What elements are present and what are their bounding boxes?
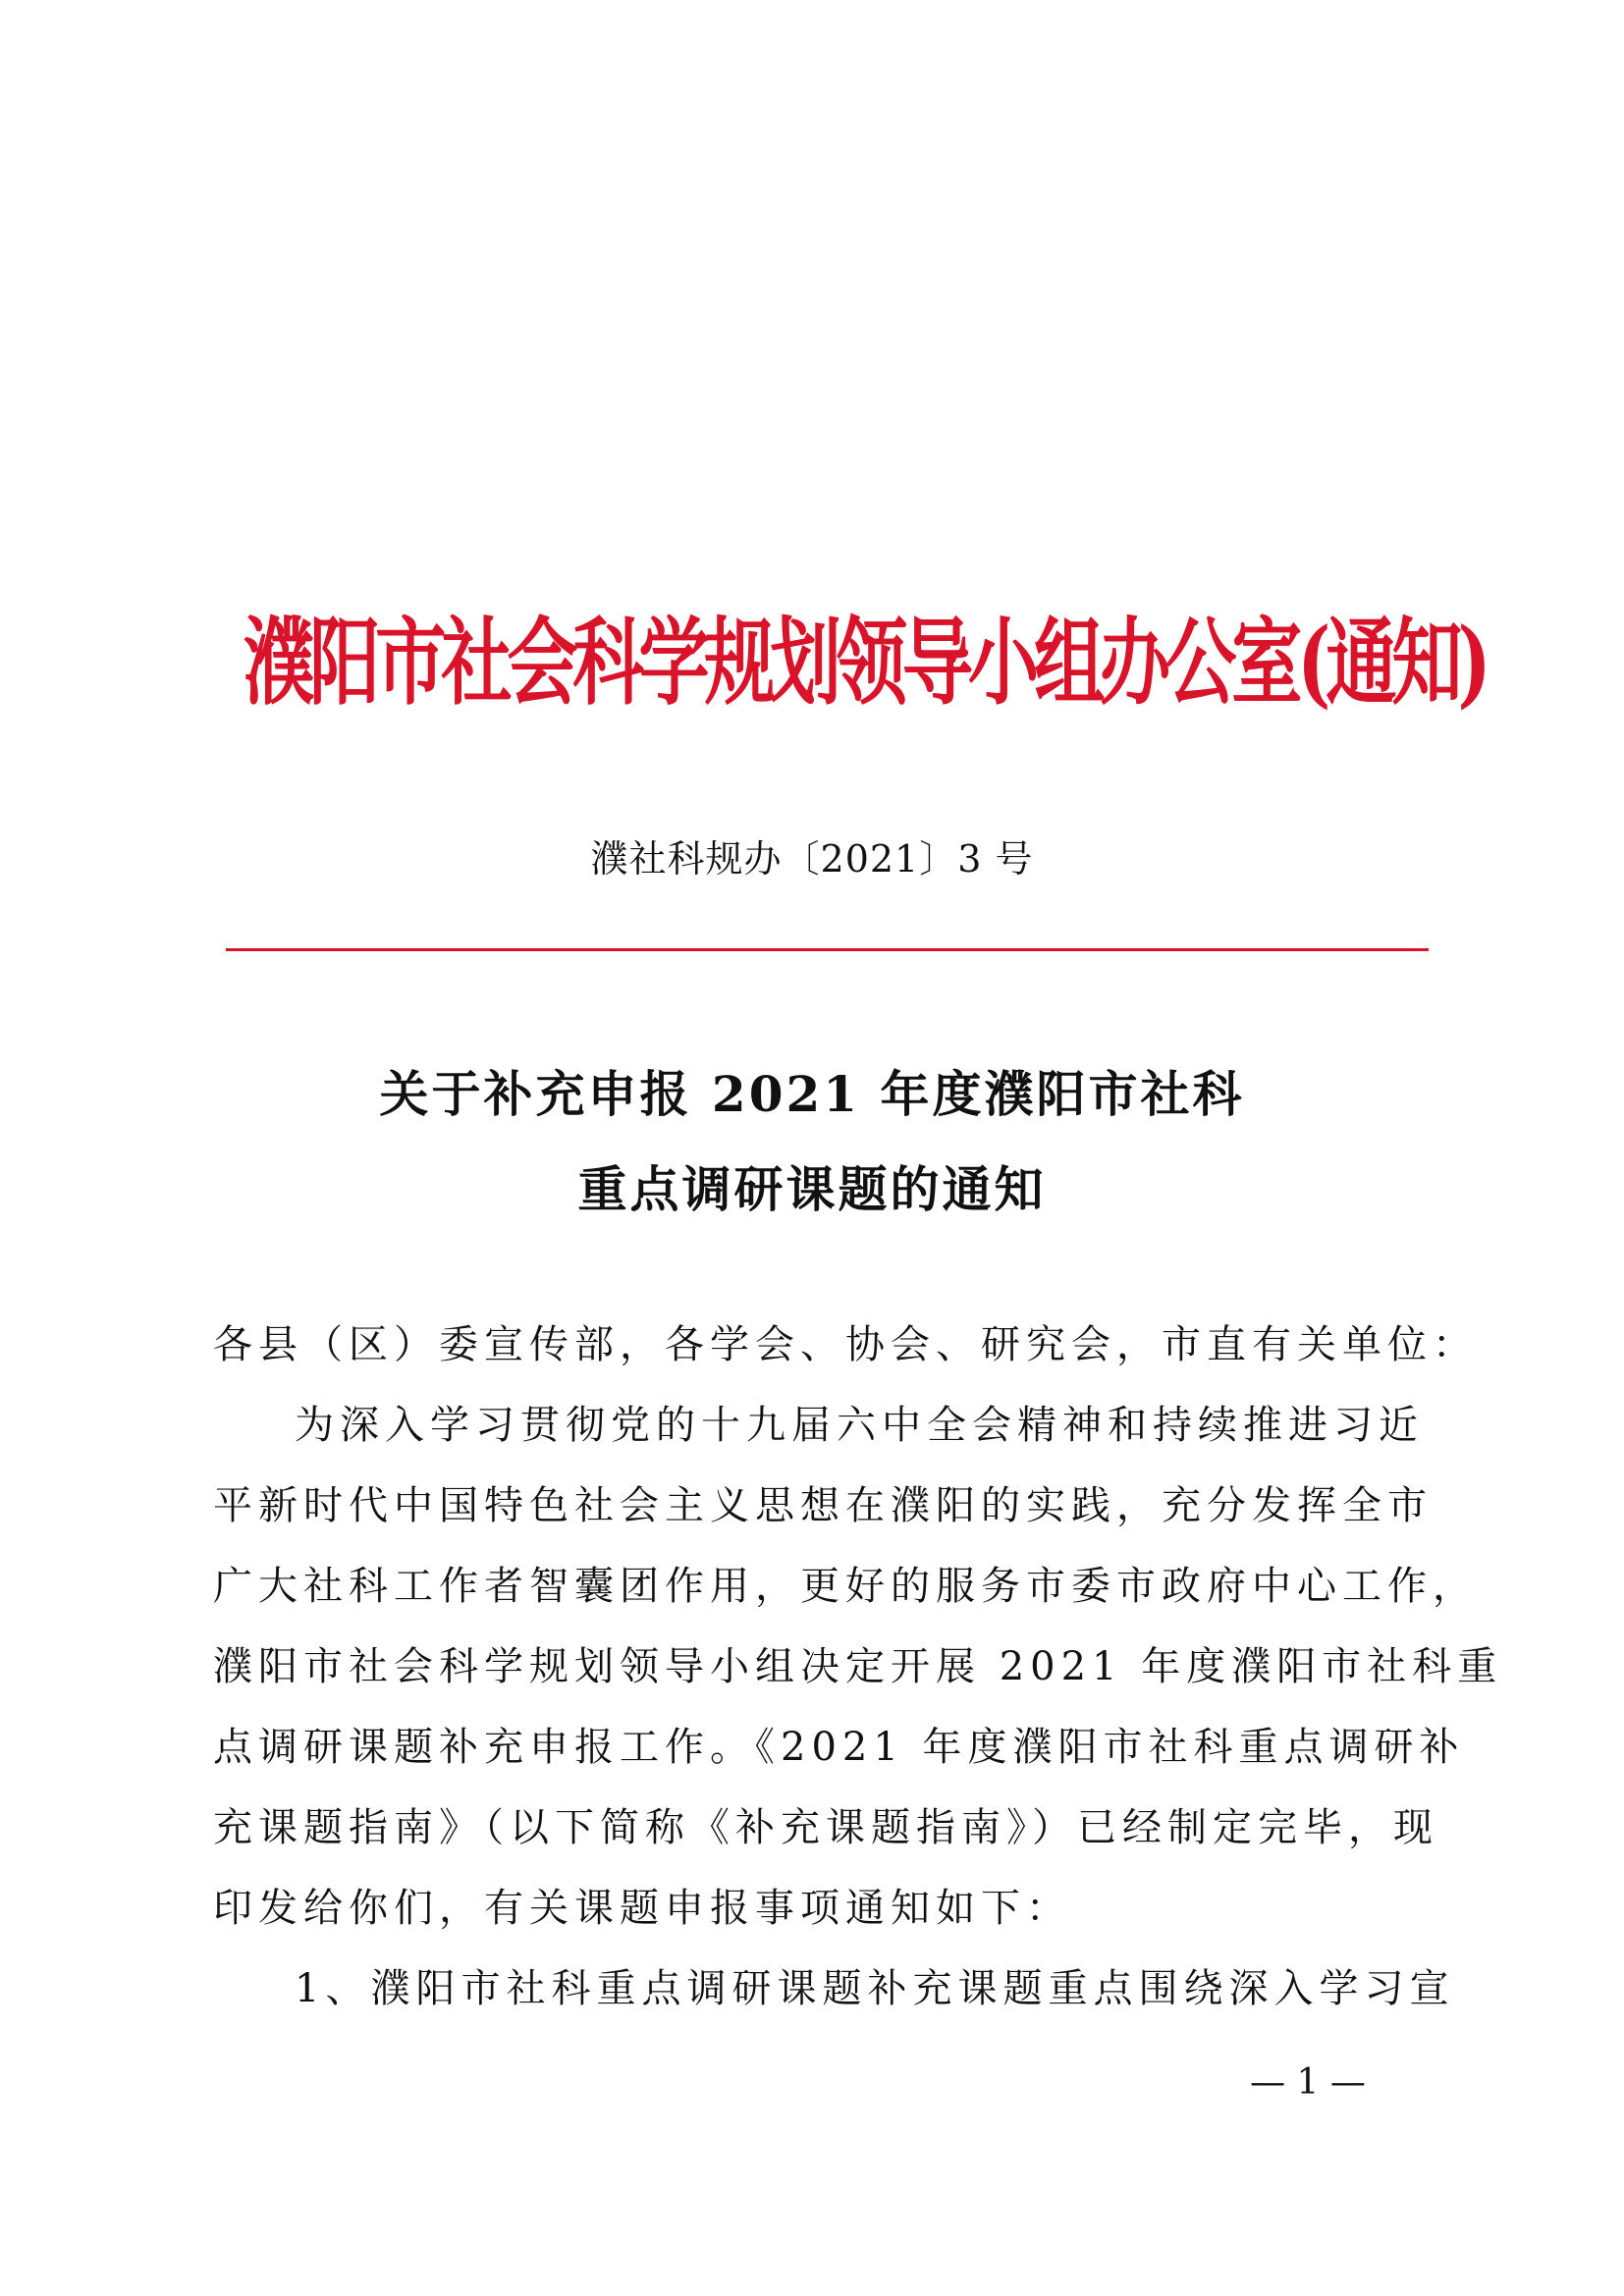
document-title-line-1: 关于补充申报 2021 年度濮阳市社科 (379, 1065, 1245, 1123)
salutation: 各县（区）委宣传部，各学会、协会、研究会，市直有关单位： (213, 1322, 1478, 1367)
header-org-name: 濮阳市社会科学规划领导小组办公室 (244, 606, 1298, 719)
paragraph-1-line-5: 点调研课题补充申报工作。《2021 年度濮阳市社科重点调研补 (213, 1725, 1465, 1770)
document-number: 濮社科规办〔2021〕3 号 (590, 837, 1034, 881)
document-header-title (244, 550, 1487, 775)
header-suffix: (通知) (1297, 606, 1487, 719)
page-number: — 1 — (1250, 2062, 1366, 2103)
paragraph-1-line-6: 充课题指南》（以下简称《补充课题指南》）已经制定完毕，现 (213, 1805, 1438, 1850)
paragraph-1-line-7: 印发给你们，有关课题申报事项通知如下： (213, 1886, 1071, 1931)
paragraph-1-line-1: 为深入学习贯彻党的十九届六中全会精神和持续推进习近 (295, 1403, 1424, 1448)
item-1-line-1: 1、濮阳市社科重点调研课题补充课题重点围绕深入学习宣 (295, 1966, 1455, 2011)
red-divider-line (226, 948, 1429, 951)
paragraph-1-line-3: 广大社科工作者智囊团作用，更好的服务市委市政府中心工作， (213, 1564, 1478, 1609)
paragraph-1-line-2: 平新时代中国特色社会主义思想在濮阳的实践，充分发挥全市 (213, 1483, 1433, 1528)
document-title-line-2: 重点调研课题的通知 (577, 1160, 1047, 1218)
paragraph-1-line-4: 濮阳市社会科学规划领导小组决定开展 2021 年度濮阳市社科重 (213, 1644, 1503, 1689)
